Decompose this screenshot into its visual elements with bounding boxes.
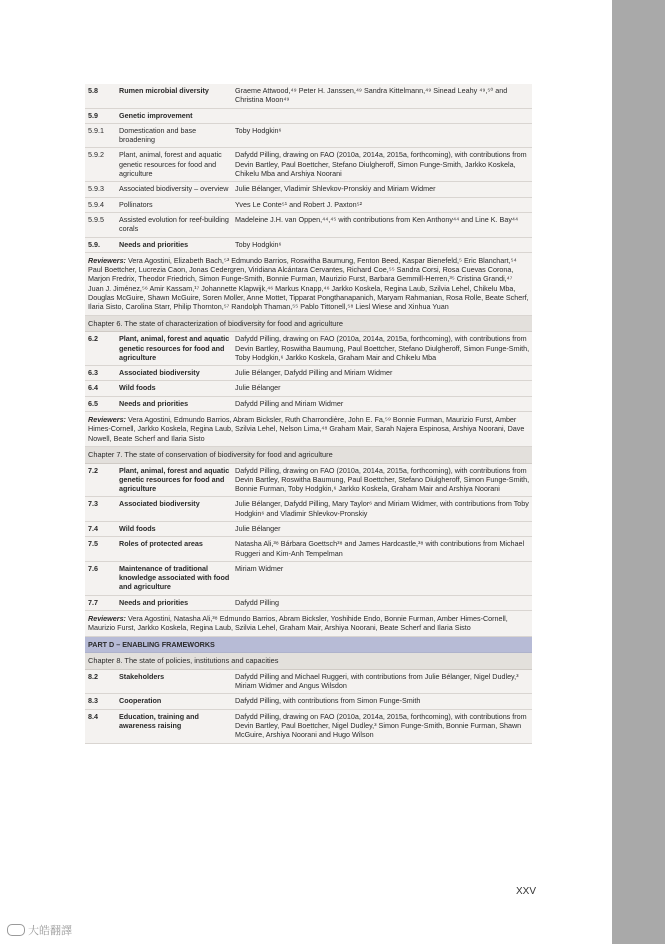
table-row — [85, 694, 532, 709]
section-number: 5.9.4 — [88, 199, 104, 209]
reviewers-text: Vera Agostini, Elizabeth Bach,⁵³ Edmundo Barrios, Roswitha Baumung, Fenton Beed, Kaspar Bienefeld,⁵ Eric Blanchart,⁵⁴ Paul Boettcher, Lucrezia Caon, Jonas Cedergren, Viridiana Alcántara Cervantes, Richard Coe,⁵⁵ Sandra Corsi, Rosa Cuevas Corona, Marjon Fredrix, Theodor Friedrich, Simon Funge-Smith, Bonnie Furman, Maurizio Furst, Barbara Gemmill-Herren,³⁵ Cristina Grandi,⁴⁷ Juan J. Jiménez,⁵⁶ Amir Kassam,¹⁷ Johannette Klapwijk,⁴⁶ Markus Knapp,⁴⁶ Jarkko Koskela, Regina Laub, Szilvia Lehel, Chikelu Mba, Douglas McGuire, Shawn McGuire, Soren Moller, Anne Mottet, Tipparat Pongthanapanich, Maryam Rahmanian, Rosa Rolle, Beate Scherf, Ilaria Sisto, Carolina Starr, Philip Thornton,⁵⁷ Randolph Thaman,⁵⁵ Pablo Tittonell,⁵⁸ Liesl Wiese and Xinhua Yuan — [88, 255, 529, 312]
section-authors: Yves Le Conte⁵¹ and Robert J. Paxton⁵² — [235, 199, 363, 209]
reviewers-label: Reviewers: — [88, 255, 126, 265]
table-row — [85, 670, 532, 695]
reviewers-text: Vera Agostini, Edmundo Barrios, Abram Bicksler, Ruth Charrondière, John E. Fa,⁵⁹ Bonnie Furman, Maurizio Furst, Amber Himes-Cornell, Jarkko Koskela, Regina Laub, Szilvia Lehel, Nelson Lima,⁴⁸ Graham Mair, Sarah Najera Espinosa, Arshiya Noorani, Dave Nowell, Beate Scherf and Ilaria Sisto — [88, 415, 525, 443]
table-row — [85, 562, 532, 596]
page-number: XXV — [516, 886, 537, 897]
section-number: 5.9 — [88, 110, 98, 120]
table-row — [85, 464, 532, 498]
table-row — [85, 182, 532, 197]
section-title: Needs and priorities — [119, 398, 189, 408]
section-authors: Julie Bélanger — [235, 383, 281, 393]
section-number: 8.4 — [88, 711, 98, 721]
chapter-7-rows — [85, 464, 532, 612]
section-title: Education, training and awareness raising — [119, 711, 199, 731]
chapter-8-heading: Chapter 8. The state of policies, institutions and capacities — [85, 653, 532, 670]
table-row — [85, 238, 532, 253]
section-5-rows — [85, 84, 532, 253]
section-number: 7.7 — [88, 597, 98, 607]
watermark-logo-icon — [7, 924, 25, 936]
section-number: 7.3 — [88, 499, 98, 509]
table-row — [85, 397, 532, 412]
section-number: 7.2 — [88, 465, 98, 475]
section-number: 5.9.1 — [88, 125, 104, 135]
chapter-7-heading: Chapter 7. The state of conservation of biodiversity for food and agriculture — [85, 447, 532, 464]
section-number: 6.5 — [88, 398, 98, 408]
section-title: Wild foods — [119, 523, 156, 533]
section-number: 7.6 — [88, 563, 98, 573]
table-row — [85, 596, 532, 611]
section-number: 5.9.3 — [88, 184, 104, 194]
section-title: Pollinators — [119, 199, 153, 209]
watermark — [7, 922, 72, 938]
section-title: Wild foods — [119, 383, 156, 393]
reviewers-chapter-5 — [85, 253, 532, 316]
section-authors: Dafydd Pilling, with contributions from Simon Funge-Smith — [235, 696, 421, 706]
section-title: Stakeholders — [119, 671, 165, 681]
chapter-8-rows — [85, 670, 532, 744]
section-number: 5.9. — [88, 239, 100, 249]
section-title: Cooperation — [119, 696, 162, 706]
section-authors — [235, 111, 530, 120]
section-number: 5.8 — [88, 86, 98, 95]
section-title: Roles of protected areas — [119, 539, 203, 549]
section-authors: Julie Bélanger, Vladimir Shlevkov-Pronskiy and Miriam Widmer — [235, 184, 436, 194]
page-margin-strip — [612, 0, 665, 944]
section-authors: Graeme Attwood,⁴⁹ Peter H. Janssen,⁴⁹ Sandra Kittelmann,⁴⁹ Sinead Leahy ⁴⁹,⁵⁰ and Christina Moon⁴⁹ — [235, 86, 508, 105]
section-authors: Madeleine J.H. van Oppen,⁴⁴,⁴⁵ with contributions from Ken Anthony⁴⁴ and Line K. Bay⁴⁴ — [235, 214, 519, 224]
chapter-6-rows — [85, 332, 532, 412]
part-d-heading: PART D – ENABLING FRAMEWORKS — [85, 637, 532, 654]
section-title: Genetic improvement — [119, 110, 193, 120]
table-row — [85, 522, 532, 537]
reviewers-label: Reviewers: — [88, 614, 126, 624]
section-number: 5.9.5 — [88, 214, 104, 224]
section-title: Plant, animal, forest and aquatic genetic resources for food and agriculture — [119, 465, 230, 494]
section-authors: Dafydd Pilling, drawing on FAO (2010a, 2014a, 2015a, forthcoming), with contributions from Devin Bartley, Roswitha Baumung, Paul Boettcher, Stefano Diulgheroff, Simon Funge-Smith, Bonnie Furman, Toby Hodgkin,⁶ Jarkko Koskela, Graham Mair and Arshiya Noorani — [235, 465, 530, 494]
section-title: Maintenance of traditional knowledge associated with food and agriculture — [119, 563, 230, 592]
table-row — [85, 84, 532, 109]
table-row — [85, 332, 532, 366]
section-authors: Toby Hodgkin⁶ — [235, 125, 282, 135]
section-authors: Julie Bélanger — [235, 523, 281, 533]
section-title: Assisted evolution for reef-building corals — [119, 214, 229, 234]
section-title: Associated biodiversity — [119, 499, 200, 509]
section-title: Needs and priorities — [119, 597, 189, 607]
section-authors: Dafydd Pilling, drawing on FAO (2010a, 2014a, 2015a, forthcoming), with contributions from Devin Bartley, Paul Boettcher, Stefano Diulgheroff, Simon Funge-Smith, Jarkko Koskela, Chikelu Mba and Arshiya Noorani — [235, 150, 527, 179]
table-row — [85, 109, 532, 124]
section-title: Domestication and base broadening — [119, 125, 197, 145]
section-authors: Natasha Ali,³⁸ Bárbara Goettsch³⁸ and James Hardcastle,³⁸ with contributions from Michael Ruggeri and Kim-Anh Tempelman — [235, 539, 525, 558]
table-row — [85, 537, 532, 562]
section-number: 7.4 — [88, 523, 98, 533]
section-number: 5.9.2 — [88, 150, 104, 160]
section-title: Associated biodiversity – overview — [119, 184, 229, 194]
section-authors: Dafydd Pilling, drawing on FAO (2010a, 2014a, 2015a, forthcoming), with contributions from Devin Bartley, Paul Boettcher, Nigel Dudley,³ Simon Funge-Smith, Bonnie Furman, Shawn McGuire, Arshiya Noorani and Hugo Wilson — [235, 711, 527, 740]
section-authors: Miriam Widmer — [235, 563, 284, 573]
section-number: 6.4 — [88, 383, 98, 393]
section-title: Rumen microbial diversity — [119, 86, 209, 95]
reviewers-label: Reviewers: — [88, 415, 126, 425]
contributors-table — [85, 84, 532, 744]
table-row — [85, 198, 532, 213]
table-row — [85, 497, 532, 522]
table-row — [85, 148, 532, 182]
section-authors: Dafydd Pilling, drawing on FAO (2010a, 2014a, 2015a, forthcoming), with contributions from Devin Bartley, Roswitha Baumung, Paul Boettcher, Stefano Diulgheroff, Simon Funge-Smith, Toby Hodgkin,⁶ Jarkko Koskela, Graham Mair and Chikelu Mba — [235, 334, 530, 362]
reviewers-chapter-6 — [85, 412, 532, 447]
section-number: 7.5 — [88, 539, 98, 549]
section-authors: Dafydd Pilling and Michael Ruggeri, with contributions from Julie Bélanger, Nigel Dudley,³ Miriam Widmer and Angus Wilsdon — [235, 671, 519, 691]
section-title: Needs and priorities — [119, 239, 189, 249]
section-authors: Dafydd Pilling and Miriam Widmer — [235, 398, 344, 408]
table-row — [85, 213, 532, 238]
section-number: 8.3 — [88, 696, 98, 706]
section-authors: Toby Hodgkin⁶ — [235, 239, 282, 249]
chapter-6-heading: Chapter 6. The state of characterization of biodiversity for food and agriculture — [85, 316, 532, 333]
table-row — [85, 710, 532, 744]
reviewers-chapter-7 — [85, 611, 532, 637]
section-number: 8.2 — [88, 671, 98, 681]
section-title: Plant, animal, forest and aquatic genetic resources for food and agriculture — [119, 334, 230, 362]
section-number: 6.3 — [88, 368, 98, 378]
reviewers-text: Vera Agostini, Natasha Ali,³⁸ Edmundo Barrios, Abram Bicksler, Yoshihide Endo, Bonnie Furman, Amber Himes-Cornell, Maurizio Furst, Jarkko Koskela, Regina Laub, Szilvia Lehel, Graham Mair, Arshiya Noorani, Beate Scherf and Ilaria Sisto — [88, 614, 508, 633]
section-authors: Julie Bélanger, Dafydd Pilling, Mary Taylor⁶ and Miriam Widmer, with contributions from Toby Hodgkin⁶ and Vladimir Shlevkov-Pronskiy — [235, 499, 529, 518]
section-title: Associated biodiversity — [119, 368, 200, 378]
watermark-text: 大皓翻譯 — [28, 925, 72, 937]
section-title: Plant, animal, forest and aquatic genetic resources for food and agriculture — [119, 150, 222, 179]
section-number: 6.2 — [88, 334, 98, 344]
table-row — [85, 124, 532, 149]
table-row — [85, 366, 532, 381]
section-authors: Julie Bélanger, Dafydd Pilling and Miriam Widmer — [235, 368, 393, 378]
section-authors: Dafydd Pilling — [235, 597, 279, 607]
table-row — [85, 381, 532, 396]
